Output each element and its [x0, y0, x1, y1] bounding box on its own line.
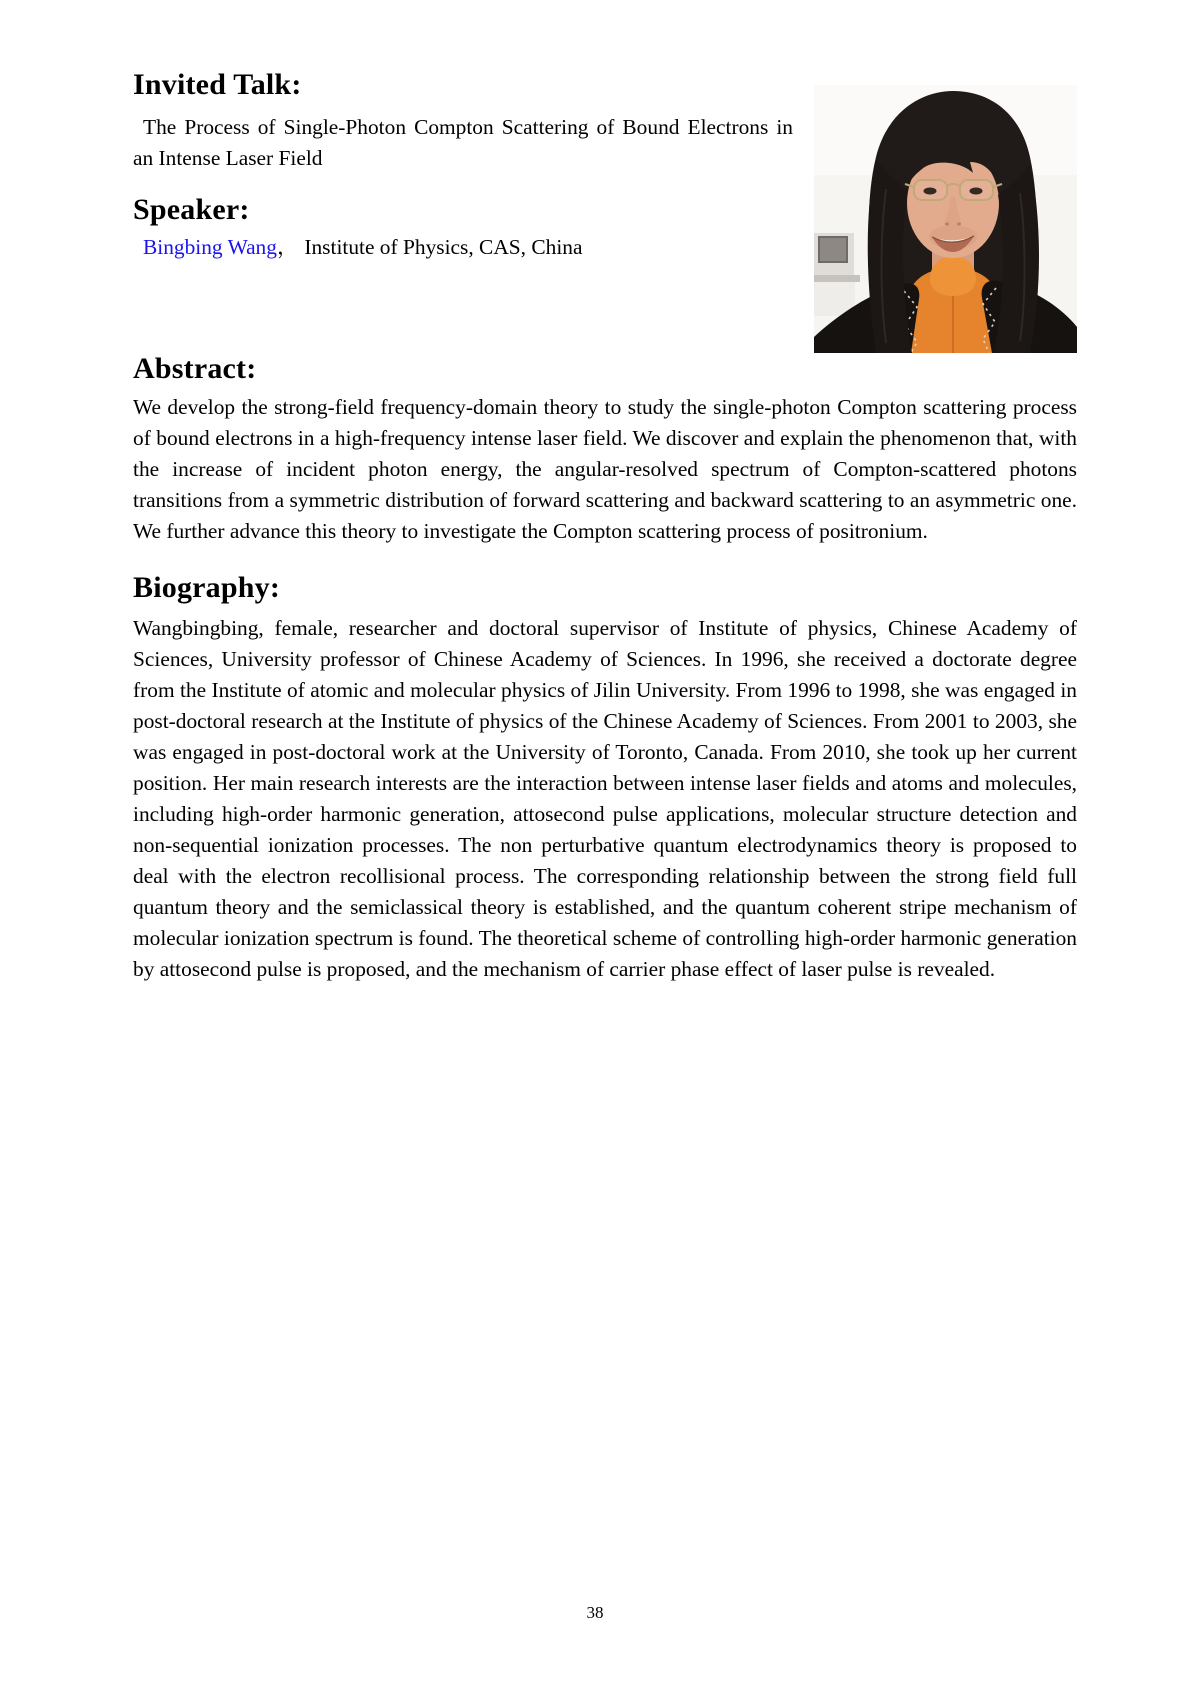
page-number: 38 — [586, 1603, 604, 1622]
speaker-name: Bingbing Wang — [143, 235, 277, 259]
speaker-portrait-image — [814, 85, 1077, 353]
speaker-affiliation: Institute of Physics, CAS, China — [304, 235, 583, 259]
abstract-heading: Abstract: — [133, 352, 257, 385]
abstract-body: We develop the strong-field frequency-domain theory to study the single-photon Compton scattering process of bound electrons in a high-frequency intense laser field. We discover and explain the phenomenon that, with the increase of incident photon energy, the angular-resolved spectrum of Compton-scattered photons transitions from a symmetric distribution of forward scattering and backward scattering to an asymmetric one. We further advance this theory to investigate the Compton scattering process of positronium. — [133, 395, 1077, 543]
biography-body: Wangbingbing, female, researcher and doctoral supervisor of Institute of physics, Chinese Academy of Sciences, University professor of Chinese Academy of Sciences. In 1996, she received a doctorate degree from the Institute of atomic and molecular physics of Jilin University. From 1996 to 1998, she was engaged in post-doctoral research at the Institute of physics of the Chinese Academy of Sciences. From 2001 to 2003, she was engaged in post-doctoral work at the University of Toronto, Canada. From 2010, she took up her current position. Her main research interests are the interaction between intense laser fields and atoms and molecules, including high-order harmonic generation, attosecond pulse applications, molecular structure detection and non-sequential ionization processes. The non perturbative quantum electrodynamics theory is proposed to deal with the electron recollisional process. The corresponding relationship between the strong field full quantum theory and the semiclassical theory is established, and the quantum coherent stripe mechanism of molecular ionization spectrum is found. The theoretical scheme of controlling high-order harmonic generation by attosecond pulse is proposed, and the mechanism of carrier phase effect of laser pulse is revealed. — [133, 616, 1077, 981]
speaker-line — [133, 232, 813, 263]
speaker-name-separator: ， — [276, 235, 299, 259]
page-footer — [0, 1603, 1190, 1623]
invited-talk-heading: Invited Talk: — [133, 68, 302, 101]
speaker-photo — [814, 85, 1077, 353]
speaker-heading: Speaker: — [133, 193, 250, 226]
talk-title: The Process of Single-Photon Compton Scattering of Bound Electrons in an Intense Laser Field — [133, 115, 793, 170]
biography-heading: Biography: — [133, 571, 281, 604]
background-device — [814, 233, 860, 316]
